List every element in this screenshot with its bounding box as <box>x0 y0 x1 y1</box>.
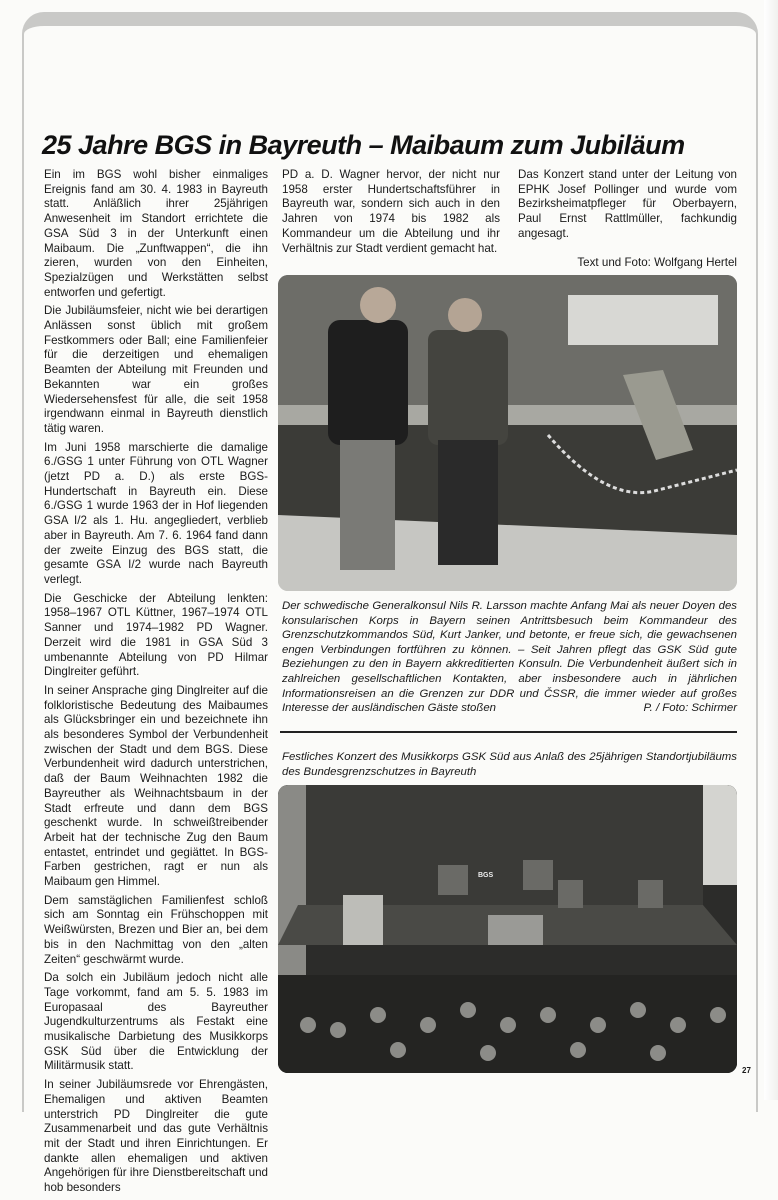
paragraph: Da solch ein Jubiläum jedoch nicht alle Tage vorkommt, fand am 5. 5. 1983 im Europasaal des Bayreuther Jugendkulturzentrums als Festakt eine musikalische Darbietung des Musikkorps GSK Süd über die Entwicklung der Militärmusik statt. <box>44 971 268 1073</box>
photo-caption: Festliches Konzert des Musikkorps GSK Süd aus Anlaß des 25jährigen Standortjubiläums des Bundesgrenzschutzes in Bayreuth <box>282 751 737 778</box>
page-number: 27 <box>742 1066 751 1075</box>
paragraph: Ein im BGS wohl bisher einmaliges Ereignis fand am 30. 4. 1983 in Bayreuth statt. Anläßlich ihrer 25jährigen Anwesenheit im Standort errichtete die GSA Süd 3 in der Unterkunft einen Maibaum. Die „Zunftwappen“, die ihn zieren, wurden von den Einheiten, Spezialzügen und Werkstätten selbst entworfen und gefertigt. <box>44 168 268 299</box>
caption-credit: P. / Foto: Schirmer <box>643 702 737 715</box>
paragraph: Dem samstäglichen Familienfest schloß sich am Sonntag ein Frühschoppen mit Weißwürsten, Brezen und Bier an, bei dem bis in den Nachmittag von den „alten Zeiten“ geschwärmt wurde. <box>44 893 268 966</box>
column-left <box>44 168 268 1200</box>
paragraph: In seiner Jubiläumsrede vor Ehrengästen, Ehemaligen und aktiven Beamten unterstrich PD Dinglreiter die gute Zusammenarbeit und das gute Verhältnis mit der Stadt und ihren Einrichtungen. Er dankte allen ehemaligen und aktiven Angehörigen für ihre Dienstbereitschaft und hob besonders <box>44 1078 268 1195</box>
photo-caption <box>282 599 737 716</box>
column-right <box>518 168 737 274</box>
photo-two-men <box>278 275 737 591</box>
photo-illustration <box>278 785 737 1073</box>
divider <box>280 731 737 733</box>
banner-label: BGS <box>478 872 494 879</box>
page-edge <box>764 0 778 1100</box>
paragraph: Die Geschicke der Abteilung lenkten: 1958–1967 OTL Küttner, 1967–1974 OTL Sanner und 1974–1982 PD Wagner. Derzeit wird die 1981 in GSA Süd 3 umbenannte Abteilung von PD Hilmar Dinglreiter geführt. <box>44 591 268 679</box>
text-credit: Text und Foto: Wolfgang Hertel <box>577 255 737 269</box>
column-middle <box>282 168 500 260</box>
paragraph: In seiner Ansprache ging Dinglreiter auf die folkloristische Bedeutung des Maibaumes als Glücksbringer ein und bezeichnete ihn als besonderes Symbol der Verbundenheit zwischen der Stadt und dem BGS. Diese Verbundenheit wird dadurch unterstrichen, daß der Baum Weihnachten 1982 die Bayreuther als Weihnachtsbaum in der Stadt erfreute und dann dem BGS geschenkt wurde. In schweißtreibender Arbeit hat der technische Zug den Baum entastet, entrindet und gegiättet. In BGS-Farben gestrichen, ragt er nun als Maibaum gen Himmel. <box>44 683 268 889</box>
paragraph: Die Jubiläumsfeier, nicht wie bei derartigen Anlässen sonst üblich mit großem Festkommers oder Ball; eine Familienfeier für die derzeitigen und ehemaligen Beamten der Abteilung mit Freunden und Bekannten war ein großes Wiedersehensfest für alle, die seit 1958 irgendwann einmal in Bayreuth dienstlich tätig waren. <box>44 304 268 435</box>
caption-text: Der schwedische Generalkonsul Nils R. Larsson machte Anfang Mai als neuer Doyen des konsularischen Korps in Bayern seinen Antrittsbesuch beim Kommandeur des Grenzschutzkommandos Süd, Kurt Janker, und betonte, er freue sich, die gewachsenen engen Verbindungen fortführen zu können. – Seit Jahren pflegt das GSK Süd gute Beziehungen zu den in Bayern akkreditierten Konsuln. Die Verbundenheit äußert sich in zahlreichen gesellschaftlichen Kontakten, aber insbesondere auch in jährlichen Informationsreisen an die Grenzen zur DDR und ČSSR, die immer wieder auf großes Interesse der ausländischen Gäste stoßen <box>282 600 737 715</box>
photo-illustration <box>278 275 737 591</box>
paragraph: Im Juni 1958 marschierte die damalige 6./GSG 1 unter Führung von OTL Wagner (jetzt PD a. D.) als erste BGS-Hundertschaft in Bayreuth ein. Diese 6./GSG 1 wurde 1963 der in Hof liegenden GSA I/2 als 1. Hu. angegliedert, verblieb aber in Bayreuth. Am 7. 6. 1964 fand dann der zweite Einzug des BGS statt, die gesamte GSA I/2 wurde nach Bayreuth verlegt. <box>44 440 268 586</box>
paragraph: PD a. D. Wagner hervor, der nicht nur 1958 erster Hundertschaftsführer in Bayreuth war, sondern sich auch in den Jahren von 1974 bis 1982 als Kommandeur um die Abteilung und ihr Verhältnis zur Stadt verdient gemacht hat. <box>282 168 500 255</box>
article-title: 25 Jahre BGS in Bayreuth – Maibaum zum Jubiläum <box>42 130 685 160</box>
paragraph: Das Konzert stand unter der Leitung von EPHK Josef Pollinger und wurde vom Bezirksheimatpfleger für Oberbayern, Paul Ernst Rattlmüller, fachkundig angesagt. <box>518 168 737 240</box>
photo-concert <box>278 785 737 1073</box>
